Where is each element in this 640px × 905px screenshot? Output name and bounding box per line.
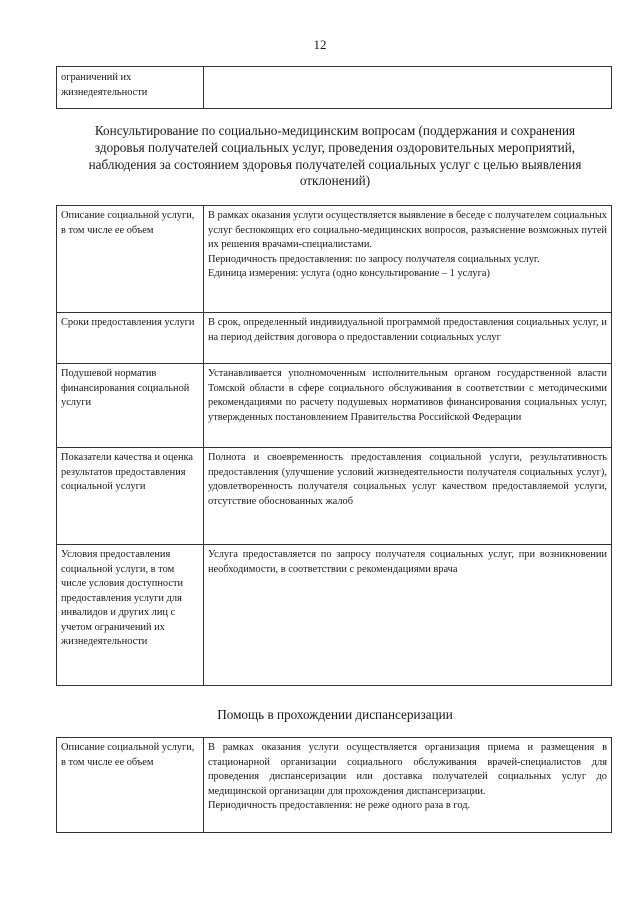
table-row [57, 448, 612, 545]
consulting-service-table [56, 205, 612, 686]
dispensary-service-table [56, 737, 612, 833]
row-paragraph: Полнота и своевременность предоставления социальной услуги, результативность предоставления (улучшение условий жизнедеятельности получателя социальных услуг), удовлетворенность получателя социальных услуг качеством предоставляемой услуги, отсутствие обоснованных жалоб [208, 452, 607, 507]
row-paragraph: В рамках оказания услуги осуществляется организация приема и размещения в стационарной организации социального обслуживания врачей-специалистов для проведения диспансеризации или доставка получателей социальных услуг до медицинской организации для прохождения диспансеризации. [208, 742, 607, 797]
section-title-dispensary: Помощь в прохождении диспансеризации [217, 707, 453, 722]
row-value [204, 448, 612, 545]
row-label: Описание социальной услуги, в том числе ее объем [57, 738, 204, 833]
table-row [57, 67, 612, 109]
row-value [204, 313, 612, 364]
row-paragraph: В рамках оказания услуги осуществляется выявление в беседе с получателем социальных услуг беспокоящих его социально-медицинских вопросов, разъяснение возможных путей их решения врачами-специалистами. [208, 210, 607, 250]
row-label: Подушевой норматив финансирования социальной услуги [57, 364, 204, 448]
row-paragraph: Единица измерения: услуга (одно консультирование – 1 услуга) [208, 268, 490, 279]
continuation-table [56, 66, 612, 109]
row-paragraph: В срок, определенный индивидуальной программой предоставления социальных услуг, и на период действия договора о предоставлении социальных услуг [208, 317, 607, 343]
row-paragraph: Периодичность предоставления: по запросу получателя социальных услуг. [208, 253, 540, 265]
row-value [204, 545, 612, 686]
table-row [57, 313, 612, 364]
table-row [57, 545, 612, 686]
table-row [57, 206, 612, 313]
row-value [204, 67, 612, 109]
row-paragraph: Устанавливается уполномоченным исполнительным органом государственной власти Томской области в сфере социального обслуживания в соответствии с методическими рекомендациями по расчету подушевых нормативов финансирования социальных услуг, утвержденных постановлением Правительства Российской Федерации [208, 368, 607, 423]
table-row [57, 738, 612, 833]
page-number: 12 [313, 37, 327, 52]
row-paragraph: Услуга предоставляется по запросу получателя социальных услуг, при возникновении необходимости, в соответствии с рекомендациями врача [208, 549, 607, 575]
row-label: Показатели качества и оценка результатов предоставления социальной услуги [57, 448, 204, 545]
row-label: Сроки предоставления услуги [57, 313, 204, 364]
row-paragraph: Периодичность предоставления: не реже одного раза в год. [208, 800, 471, 811]
table-row [57, 364, 612, 448]
row-label: ограничений их жизнедеятельности [57, 67, 204, 109]
row-value [204, 738, 612, 833]
row-value [204, 364, 612, 448]
section-title-consulting: Консультирование по социально-медицинским вопросам (поддержания и сохранения здоровья получателей социальных услуг, проведения оздоровительных мероприятий, наблюдения за состоянием здоровья получателей социальных услуг с целью выявления отклонений) [88, 123, 582, 189]
row-label: Условия предоставления социальной услуги, в том числе условия доступности предоставления услуги для инвалидов и других лиц с учетом ограничений их жизнедеятельности [57, 545, 204, 686]
row-label: Описание социальной услуги, в том числе ее объем [57, 206, 204, 313]
row-value [204, 206, 612, 313]
